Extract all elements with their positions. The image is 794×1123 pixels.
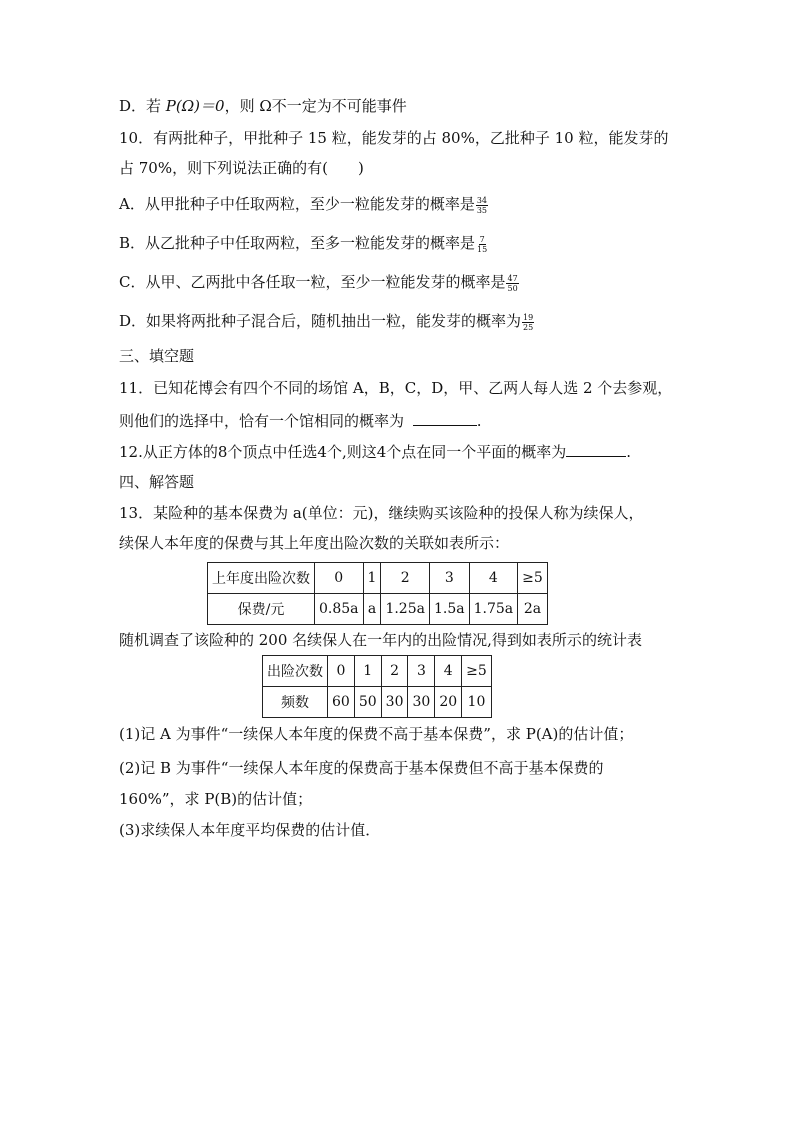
q11-end: . <box>476 412 482 430</box>
fraction <box>506 274 518 293</box>
table-cell: 60 <box>328 687 355 718</box>
table-cell: 2 <box>381 563 430 594</box>
table-row <box>208 594 548 625</box>
premium-table <box>207 562 548 625</box>
fraction <box>476 235 488 254</box>
table-cell: 上年度出险次数 <box>208 563 315 594</box>
table-cell: a <box>363 594 381 625</box>
fraction-numerator: 47 <box>507 273 518 283</box>
q11-line2 <box>119 409 482 431</box>
section-title-answer: 四、解答题 <box>119 473 195 491</box>
table-cell: 出险次数 <box>263 656 328 687</box>
q13-mid: 随机调查了该险种的 200 名续保人在一年内的出险情况,得到如表所示的统计表 <box>119 631 642 649</box>
table-cell: 1 <box>363 563 381 594</box>
table-row <box>263 656 492 687</box>
table-cell: 0.85a <box>315 594 364 625</box>
table-cell: 30 <box>408 687 435 718</box>
table-cell: 4 <box>469 563 518 594</box>
q9d-prefix: D．若 <box>119 97 166 115</box>
table-cell: 3 <box>408 656 435 687</box>
option-text: D．如果将两批种子混合后，随机抽出一粒，能发芽的概率为 <box>119 312 522 330</box>
fraction <box>522 313 534 332</box>
table-cell: 0 <box>328 656 355 687</box>
q9d-expr: P(Ω)＝0 <box>165 97 225 115</box>
q13-part3: (3)求续保人本年度平均保费的估计值． <box>119 821 381 839</box>
q9-option-d <box>119 96 407 116</box>
table-cell: 保费/元 <box>208 594 315 625</box>
table-cell: 2a <box>518 594 548 625</box>
section-title-fill-blank: 三、填空题 <box>119 347 195 365</box>
table-row <box>208 563 548 594</box>
q9d-suffix: ，则 Ω不一定为不可能事件 <box>224 97 407 115</box>
table-cell: 30 <box>381 687 408 718</box>
option-text: A．从甲批种子中任取两粒，至少一粒能发芽的概率是 <box>119 195 475 213</box>
q10-line2: 占 70%，则下列说法正确的有( ) <box>119 159 364 177</box>
table-cell: ≥5 <box>518 563 548 594</box>
q13-part2-line2: 160%”，求 P(B)的估计值； <box>119 790 313 808</box>
q12-text: 12.从正方体的8个顶点中任选4个,则这4个点在同一个平面的概率为 <box>119 443 567 461</box>
table-cell: 2 <box>381 656 408 687</box>
table-cell: 1.25a <box>381 594 430 625</box>
q13-line2: 续保人本年度的保费与其上年度出险次数的关联如表所示： <box>119 534 510 552</box>
table-cell: 4 <box>435 656 462 687</box>
q10-option-d <box>119 311 534 332</box>
table-cell: 50 <box>354 687 381 718</box>
answer-blank[interactable] <box>566 440 626 457</box>
q10-option-a <box>119 194 488 215</box>
table-cell: 20 <box>435 687 462 718</box>
table-row <box>263 687 492 718</box>
q13-part2-line1: (2)记 B 为事件“一续保人本年度的保费高于基本保费但不高于基本保费的 <box>119 759 604 777</box>
fraction-numerator: 7 <box>479 234 485 244</box>
frequency-table <box>262 655 492 718</box>
table-cell: 1.75a <box>469 594 518 625</box>
q10-option-b <box>119 233 488 254</box>
q11-text: 则他们的选择中，恰有一个馆相同的概率为 <box>119 412 405 430</box>
table-cell: 0 <box>315 563 364 594</box>
q10-line1: 10．有两批种子，甲批种子 15 粒，能发芽的占 80%，乙批种子 10 粒，能发芽的 <box>119 129 669 147</box>
fraction-denominator: 15 <box>477 244 488 254</box>
q10-option-c <box>119 272 519 293</box>
answer-blank[interactable] <box>413 409 477 426</box>
fraction <box>476 196 488 215</box>
fraction-numerator: 19 <box>523 312 534 322</box>
q12 <box>119 440 631 462</box>
table-cell: 10 <box>462 687 492 718</box>
fraction-denominator: 25 <box>523 322 534 332</box>
option-text: C．从甲、乙两批中各任取一粒，至少一粒能发芽的概率是 <box>119 273 506 291</box>
table-cell: 频数 <box>263 687 328 718</box>
table-cell: 3 <box>429 563 469 594</box>
q13-line1: 13．某险种的基本保费为 a(单位：元)，继续购买该险种的投保人称为续保人， <box>119 504 644 522</box>
q11-line1: 11．已知花博会有四个不同的场馆 A，B，C，D，甲、乙两人每人选 2 个去参观， <box>119 379 673 397</box>
table-cell: 1.5a <box>429 594 469 625</box>
fraction-numerator: 34 <box>476 195 488 205</box>
fraction-denominator: 35 <box>476 205 488 215</box>
table-cell: 1 <box>354 656 381 687</box>
q13-part1: (1)记 A 为事件“一续保人本年度的保费不高于基本保费”，求 P(A)的估计值； <box>119 725 634 743</box>
table-cell: ≥5 <box>462 656 492 687</box>
option-text: B．从乙批种子中任取两粒，至多一粒能发芽的概率是 <box>119 234 476 252</box>
q12-end: . <box>626 443 632 461</box>
fraction-denominator: 50 <box>507 283 518 293</box>
